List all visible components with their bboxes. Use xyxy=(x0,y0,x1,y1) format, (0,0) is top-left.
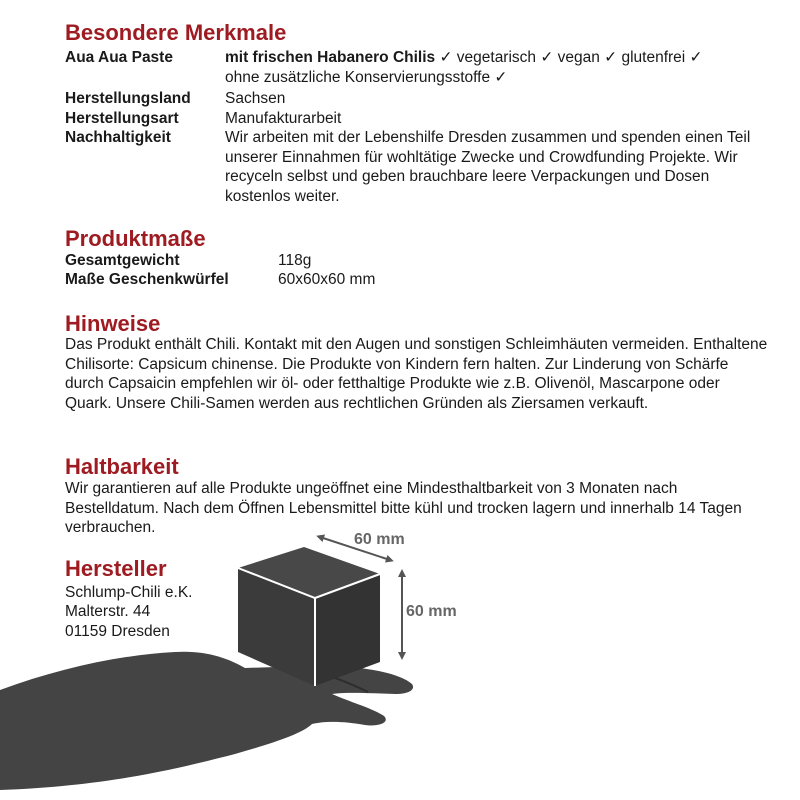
feature-label-origin: Herstellungsland xyxy=(65,90,191,107)
manufacturer-heading: Hersteller xyxy=(65,556,167,581)
dimension-row-weight xyxy=(65,251,760,271)
feature-value-product xyxy=(225,48,760,87)
feature-row-origin xyxy=(65,89,760,109)
features-heading: Besondere Merkmale xyxy=(65,20,287,45)
shelf-life-text: Wir garantieren auf alle Produkte ungeöffnet eine Mindesthaltbarkeit von 3 Monaten nach Bestelldatum. Nach dem Öffnen Lebensmittel bitte kühl und trocken lagern und innerhalb 14 Tagen verbrauchen. xyxy=(65,480,742,536)
feature-label-product: Aua Aua Paste xyxy=(65,49,173,66)
product-attributes: ✓ vegetarisch ✓ vegan ✓ glutenfrei ✓ xyxy=(435,49,703,66)
dimension-row-cube xyxy=(65,270,760,290)
dimension-value-cube: 60x60x60 mm xyxy=(278,271,376,288)
shelf-life-heading: Haltbarkeit xyxy=(65,454,179,479)
feature-row-product xyxy=(65,48,760,87)
width-label: 60 mm xyxy=(354,531,405,548)
notes-heading: Hinweise xyxy=(65,311,161,336)
product-attributes-2: ohne zusätzliche Konservierungsstoffe ✓ xyxy=(225,68,508,86)
feature-value-origin: Sachsen xyxy=(225,90,286,107)
feature-value-sustainability: Wir arbeiten mit der Lebenshilfe Dresden zusammen und spenden einen Teil unserer Einnahmen für wohltätige Zwecke und Crowdfunding Projekte. Wir recyceln selbst und geben brauchbare leere Verpackungen und Dosen kostenlos weiter. xyxy=(225,129,751,205)
height-label: 60 mm xyxy=(406,603,457,620)
manufacturer-city: 01159 Dresden xyxy=(65,623,170,640)
dimensions-heading: Produktmaße xyxy=(65,226,206,251)
dimension-label-cube: Maße Geschenkwürfel xyxy=(65,271,229,288)
feature-value-production: Manufakturarbeit xyxy=(225,110,342,127)
feature-row-sustainability xyxy=(65,128,775,206)
cube-icon xyxy=(238,547,380,686)
dimension-label-weight: Gesamtgewicht xyxy=(65,252,180,269)
dimension-value-weight: 118g xyxy=(278,252,312,269)
feature-row-production xyxy=(65,109,760,129)
manufacturer-street: Malterstr. 44 xyxy=(65,603,151,620)
product-highlight: mit frischen Habanero Chilis xyxy=(225,49,436,66)
manufacturer-name: Schlump-Chili e.K. xyxy=(65,584,193,601)
feature-label-sustainability: Nachhaltigkeit xyxy=(65,129,171,146)
notes-text: Das Produkt enthält Chili. Kontakt mit den Augen und sonstigen Schleimhäuten vermeiden. Enthaltene Chilisorte: Capsicum chinense. Die Produkte von Kindern fern halten. Zur Linderung von Schärfe durch Capsaicin empfehlen wir öl- oder fetthaltige Produkte wie z.B. Olivenöl, Mascarpone oder Quark. Unsere Chili-Samen werden aus rechtlichen Gründen als Ziersamen verkauft. xyxy=(65,336,768,412)
feature-label-production: Herstellungsart xyxy=(65,110,179,127)
